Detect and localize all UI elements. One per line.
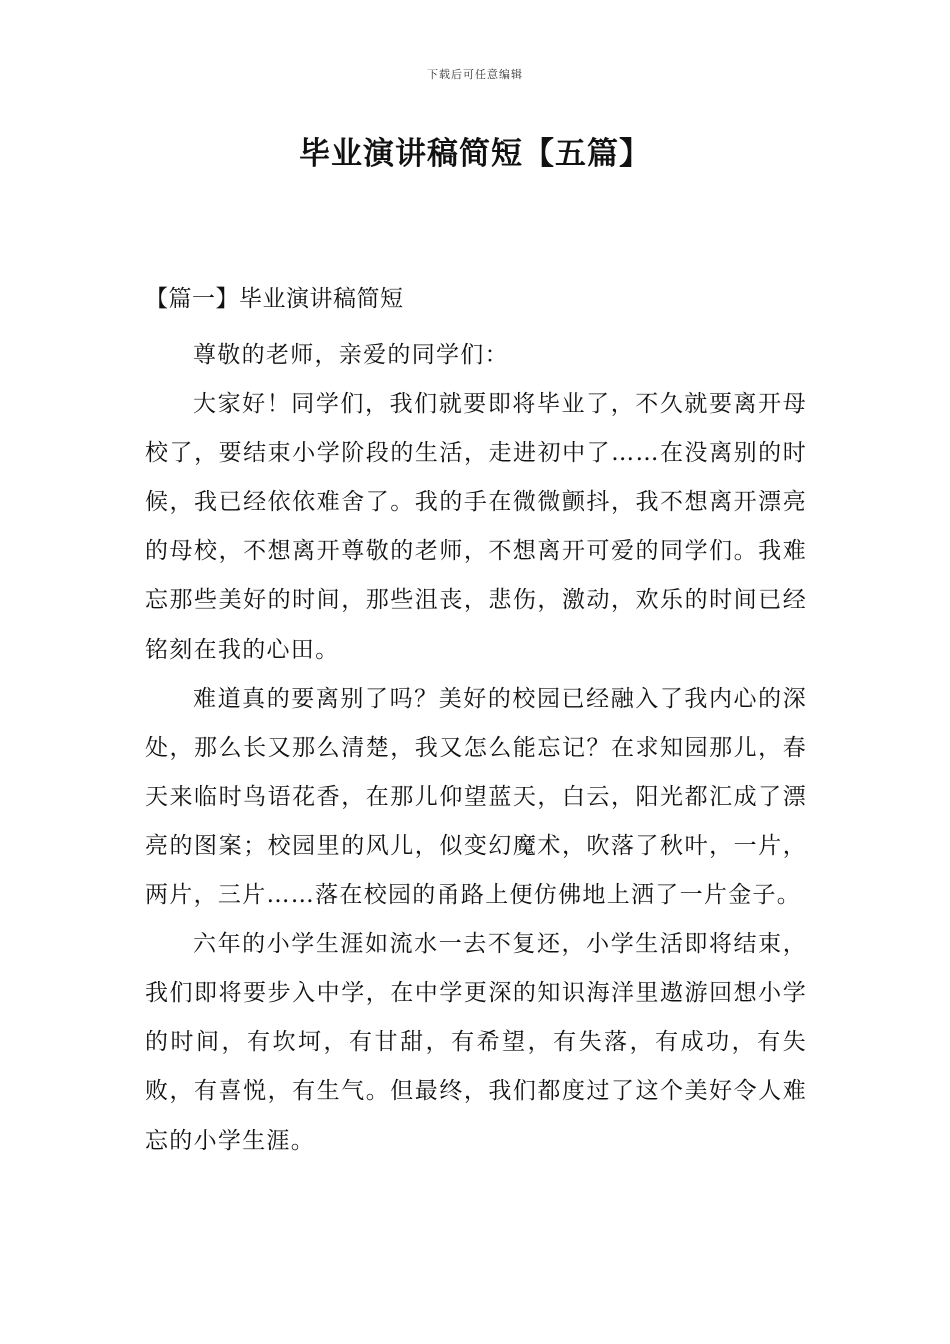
- section-heading: 【篇一】毕业演讲稿简短: [145, 286, 404, 312]
- salutation-paragraph: 尊敬的老师，亲爱的同学们：: [193, 342, 509, 368]
- document-title: 毕业演讲稿简短【五篇】: [299, 136, 651, 172]
- body-paragraph: 大家好！同学们，我们就要即将毕业了，不久就要离开母校了，要结束小学阶段的生活，走进初中了……在没离别的时候，我已经依依难舍了。我的手在微微颤抖，我不想离开漂亮的母校，不想离开尊敬的老师，不想离开可爱的同学们。我难忘那些美好的时间，那些沮丧，悲伤，激动，欢乐的时间已经铭刻在我的心田。: [145, 391, 807, 663]
- body-paragraph: 难道真的要离别了吗？美好的校园已经融入了我内心的深处，那么长又那么清楚，我又怎么能忘记？在求知园那儿，春天来临时鸟语花香，在那儿仰望蓝天，白云，阳光都汇成了漂亮的图案；校园里的风儿，似变幻魔术，吹落了秋叶，一片，两片，三片……落在校园的甬路上便仿佛地上洒了一片金子。: [145, 685, 807, 909]
- header-note: 下载后可任意编辑: [427, 68, 523, 81]
- section-body: [145, 331, 807, 1166]
- body-paragraph: 六年的小学生涯如流水一去不复还，小学生活即将结束，我们即将要步入中学，在中学更深的知识海洋里遨游回想小学的时间，有坎坷，有甘甜，有希望，有失落，有成功，有失败，有喜悦，有生气。但最终，我们都度过了这个美好令人难忘的小学生涯。: [145, 931, 807, 1154]
